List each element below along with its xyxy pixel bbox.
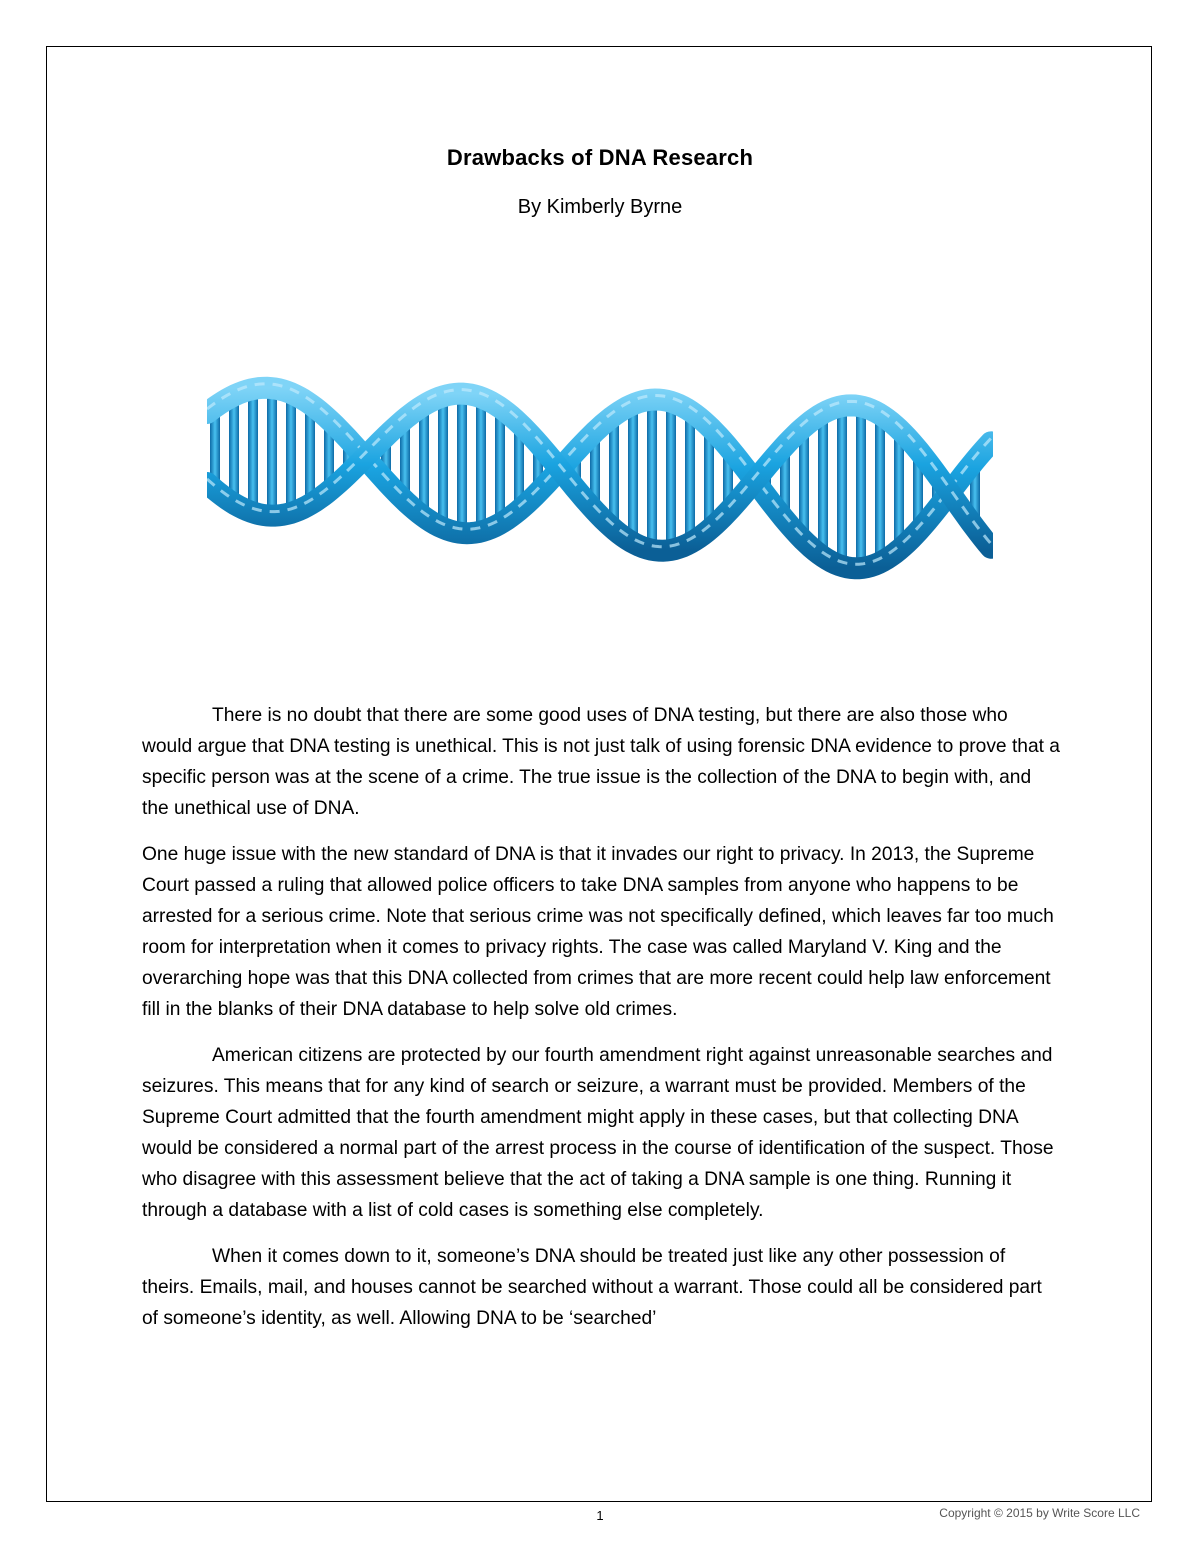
dna-rung [267,388,277,516]
dna-rung [438,396,448,528]
dna-rung [476,397,486,531]
paragraph-3: American citizens are protected by our fourth amendment right against unreasonable searches and seizures. This means that for any kind of search or seizure, a warrant must be provided. Members of the Supreme Court admitted that the fourth amendment might apply in these cases, but that collecting DNA would be considered a normal part of the arrest process in the course of identification of the suspect. Those who disagree with this assessment believe that the act of taking a DNA sample is one thing. Running it through a database with a list of cold cases is something else completely. [142,1045,1054,1221]
dna-rung [685,411,695,543]
page-number: 1 [596,1508,604,1523]
dna-rung [495,407,505,523]
dna-rung [666,402,676,550]
dna-rung [837,406,847,566]
document-author: By Kimberly Byrne [517,196,683,218]
dna-rung [856,406,866,568]
paragraph-2: One huge issue with the new standard of DNA is that it invades our right to privacy. In 2013, the Supreme Court passed a ruling that allowed police officers to take DNA samples from anyone who happens to be arrested for a serious crime. Note that serious crime was not specifically defined, which leaves far too much room for interpretation when it comes to privacy rights. The case was called Maryland V. King and the overarching hope was that this DNA collected from crimes that are more recent could help law enforcement fill in the blanks of their DNA database to help solve old crimes. [142,844,1054,1020]
paragraph-1: There is no doubt that there are some good uses of DNA testing, but there are also those who would argue that DNA testing is unethical. This is not just talk of using forensic DNA evidence to prove that a specific person was at the scene of a crime. The true issue is the collection of the DNA to begin with, and the unethical use of DNA. [142,705,1060,819]
dna-rung [229,396,239,504]
paragraph-4: When it comes down to it, someone’s DNA should be treated just like any other possession of theirs. Emails, mail, and houses cannot be searched without a warrant. Those could all be considered part of someone’s identity, as well. Allowing DNA to be ‘searched’ [142,1246,1042,1329]
dna-rung [818,413,828,556]
document-body [142,700,1062,1349]
dna-rung [457,394,467,533]
document-title: Drawbacks of DNA Research [446,145,754,170]
dna-double-helix-image [207,338,993,600]
dna-rung [248,389,258,512]
dna-rung [647,400,657,550]
dna-rung [875,414,885,562]
dna-rung [286,393,296,513]
copyright-notice: Copyright © 2015 by Write Score LLC [939,1506,1140,1520]
dna-rung [628,404,638,542]
